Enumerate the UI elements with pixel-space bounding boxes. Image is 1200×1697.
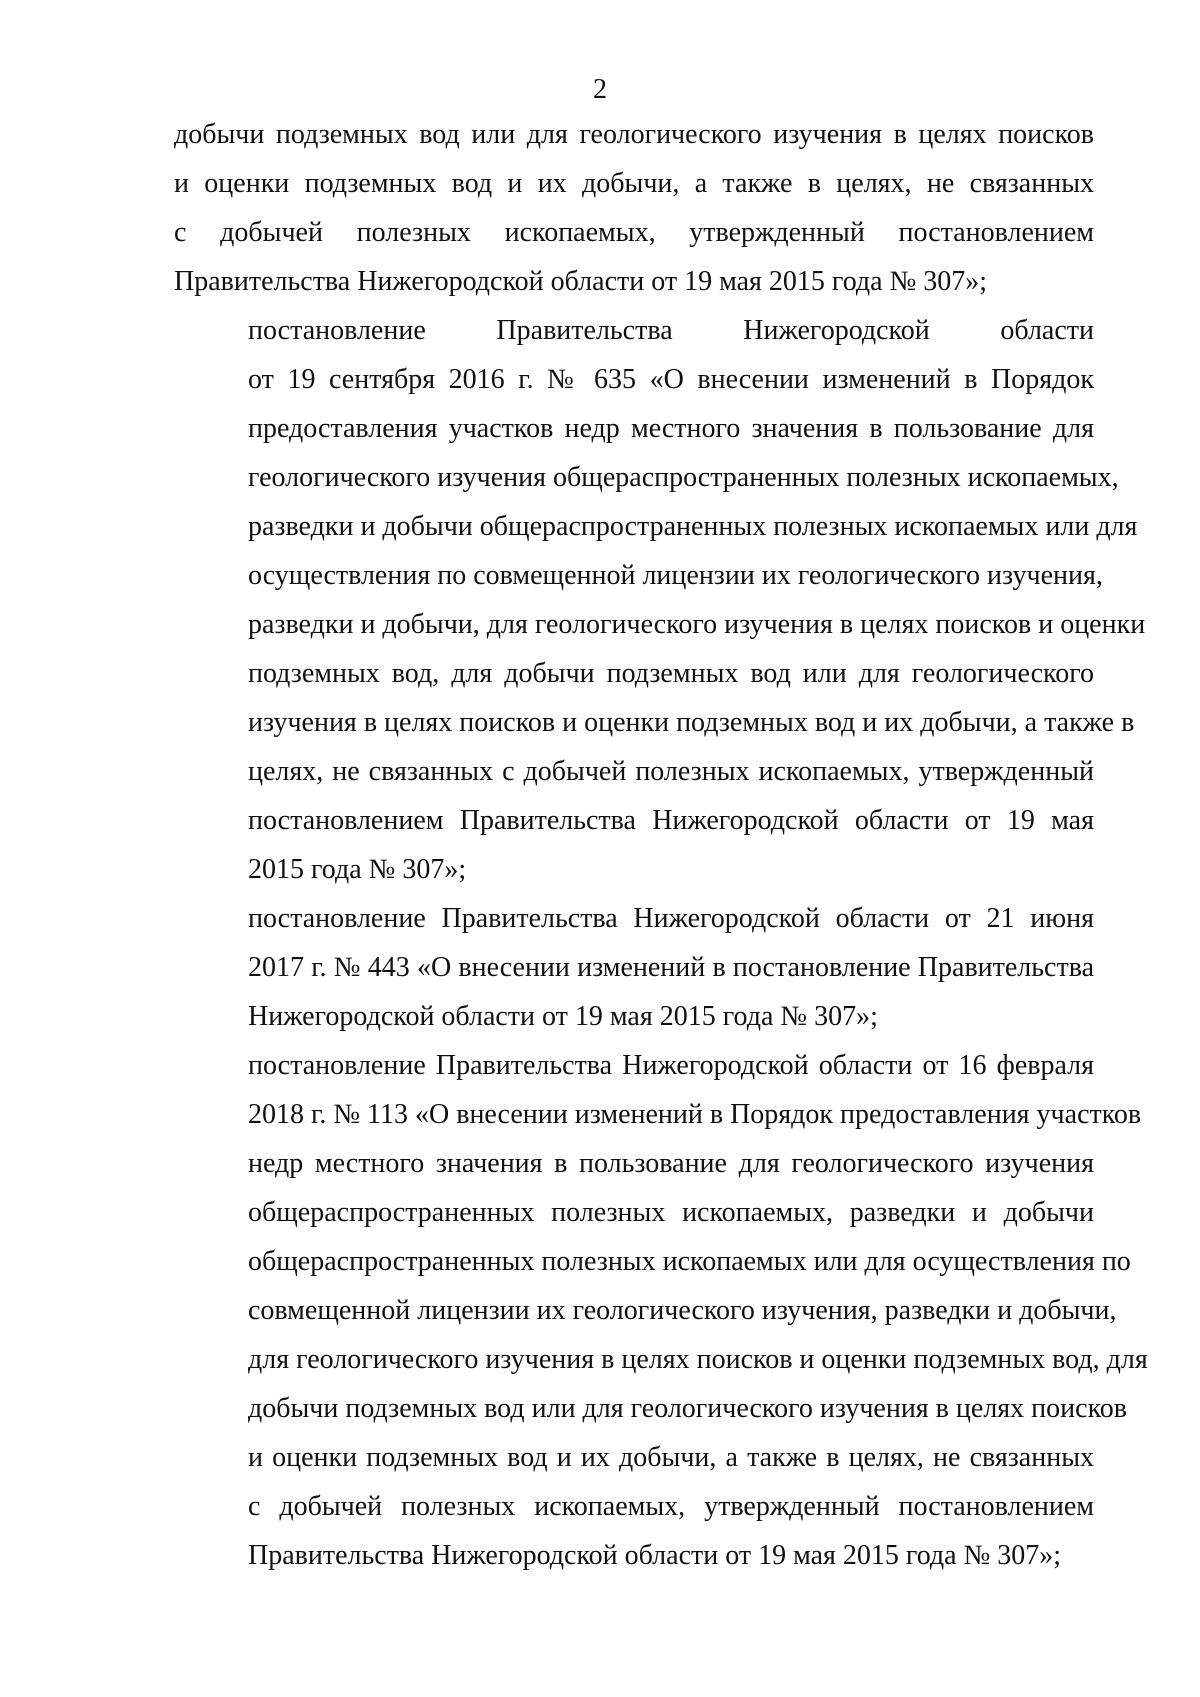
text-line: 2018 г. № 113 «О внесении изменений в Порядок предоставления участков — [248, 1099, 1142, 1130]
text-line: изучения в целях поисков и оценки подземных вод и их добычи, а также в — [248, 707, 1135, 738]
text-line: и оценки подземных вод и их добычи, а также в целях, не связанных — [248, 1442, 1094, 1473]
text-line: 2017 г. № 443 «О внесении изменений в постановление Правительства — [248, 952, 1094, 983]
text-line: осуществления по совмещенной лицензии их геологического изучения, — [248, 560, 1103, 591]
text-line: добычи подземных вод или для геологического изучения в целях поисков — [174, 119, 1094, 150]
text-line: целях, не связанных с добычей полезных ископаемых, утвержденный — [248, 756, 1094, 787]
text-line: постановление Правительства Нижегородской области от 16 февраля — [248, 1050, 1094, 1081]
text-line: предоставления участков недр местного значения в пользование для — [248, 413, 1094, 444]
text-line: для геологического изучения в целях поисков и оценки подземных вод, для — [248, 1344, 1148, 1375]
paragraph-4 — [174, 1041, 1148, 1580]
text-line: Правительства Нижегородской области от 19 мая 2015 года № 307»; — [174, 266, 988, 297]
page-number: 2 — [593, 74, 607, 105]
text-line: Нижегородской области от 19 мая 2015 года № 307»; — [248, 1001, 878, 1032]
text-line: с добычей полезных ископаемых, утвержденный постановлением — [174, 217, 1094, 248]
document-body — [174, 110, 1148, 1580]
text-line: общераспространенных полезных ископаемых, разведки и добычи — [248, 1197, 1094, 1228]
text-line: от 19 сентября 2016 г. № 635 «О внесении изменений в Порядок — [248, 364, 1094, 395]
paragraph-1 — [174, 110, 1094, 306]
text-line: постановление Правительства Нижегородской области — [248, 315, 1094, 346]
text-line: постановление Правительства Нижегородской области от 21 июня — [248, 903, 1094, 934]
text-line: геологического изучения общераспространенных полезных ископаемых, — [248, 462, 1119, 493]
text-line: совмещенной лицензии их геологического изучения, разведки и добычи, — [248, 1295, 1117, 1326]
text-line: 2015 года № 307»; — [248, 854, 467, 885]
text-line: разведки и добычи общераспространенных полезных ископаемых или для — [248, 511, 1138, 542]
text-line: Правительства Нижегородской области от 19 мая 2015 года № 307»; — [248, 1540, 1062, 1571]
text-line: постановлением Правительства Нижегородской области от 19 мая — [248, 805, 1094, 836]
text-line: подземных вод, для добычи подземных вод или для геологического — [248, 658, 1094, 689]
text-line: недр местного значения в пользование для геологического изучения — [248, 1148, 1094, 1179]
text-line: общераспространенных полезных ископаемых или для осуществления по — [248, 1246, 1131, 1277]
text-line: добычи подземных вод или для геологического изучения в целях поисков — [248, 1393, 1127, 1424]
paragraph-3 — [174, 894, 1094, 1041]
text-line: с добычей полезных ископаемых, утвержденный постановлением — [248, 1491, 1094, 1522]
text-line: и оценки подземных вод и их добычи, а также в целях, не связанных — [174, 168, 1094, 199]
text-line: разведки и добычи, для геологического изучения в целях поисков и оценки — [248, 609, 1146, 640]
paragraph-2 — [174, 306, 1146, 894]
